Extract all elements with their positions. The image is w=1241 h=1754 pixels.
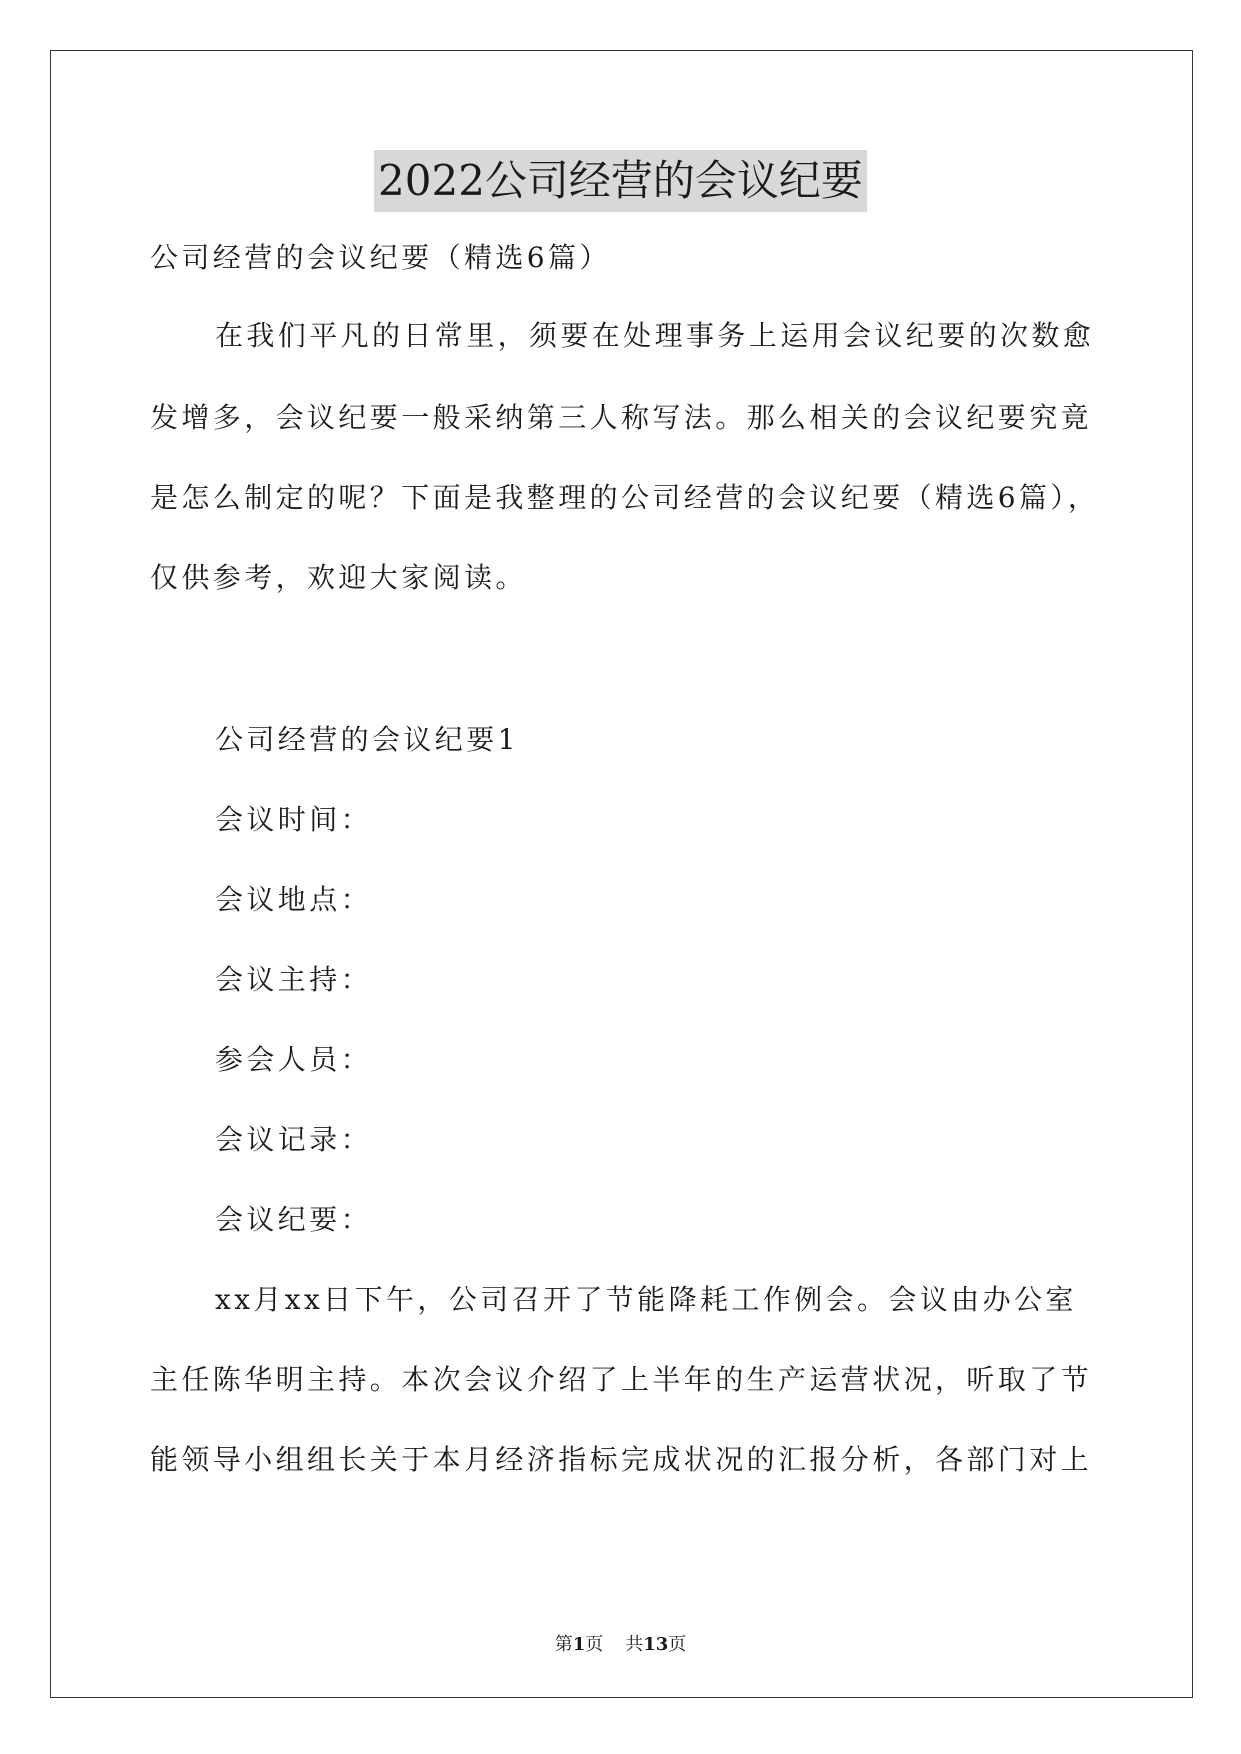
page-footer	[0, 1633, 1241, 1657]
page-suffix: 页	[585, 1634, 604, 1655]
body-line: xx月xx日下午，公司召开了节能降耗工作例会。会议由办公室	[215, 1283, 1077, 1316]
section-heading: 公司经营的会议纪要1	[215, 723, 519, 756]
total-suffix: 页	[668, 1634, 687, 1655]
field-meeting-time: 会议时间：	[215, 803, 373, 836]
field-meeting-place: 会议地点：	[215, 883, 373, 916]
page-total: 13	[643, 1634, 669, 1655]
intro-line: 是怎么制定的呢？下面是我整理的公司经营的会议纪要（精选6篇），	[150, 481, 1100, 514]
intro-line: 仅供参考，欢迎大家阅读。	[150, 561, 527, 594]
total-prefix: 共	[625, 1634, 644, 1655]
document-subtitle: 公司经营的会议纪要（精选6篇）	[150, 241, 611, 274]
field-attendees: 参会人员：	[215, 1043, 373, 1076]
body-line: 主任陈华明主持。本次会议介绍了上半年的生产运营状况，听取了节	[150, 1363, 1093, 1396]
document-title: 2022公司经营的会议纪要	[374, 150, 867, 212]
document-title-wrap	[0, 150, 1241, 212]
field-meeting-minutes: 会议纪要：	[215, 1203, 373, 1236]
page-prefix: 第	[554, 1634, 573, 1655]
intro-line: 在我们平凡的日常里，须要在处理事务上运用会议纪要的次数愈	[215, 319, 1095, 352]
field-meeting-record: 会议记录：	[215, 1123, 373, 1156]
intro-line: 发增多，会议纪要一般采纳第三人称写法。那么相关的会议纪要究竟	[150, 401, 1093, 434]
body-line: 能领导小组组长关于本月经济指标完成状况的汇报分析，各部门对上	[150, 1443, 1093, 1476]
page-current: 1	[572, 1634, 586, 1655]
field-meeting-host: 会议主持：	[215, 963, 373, 996]
